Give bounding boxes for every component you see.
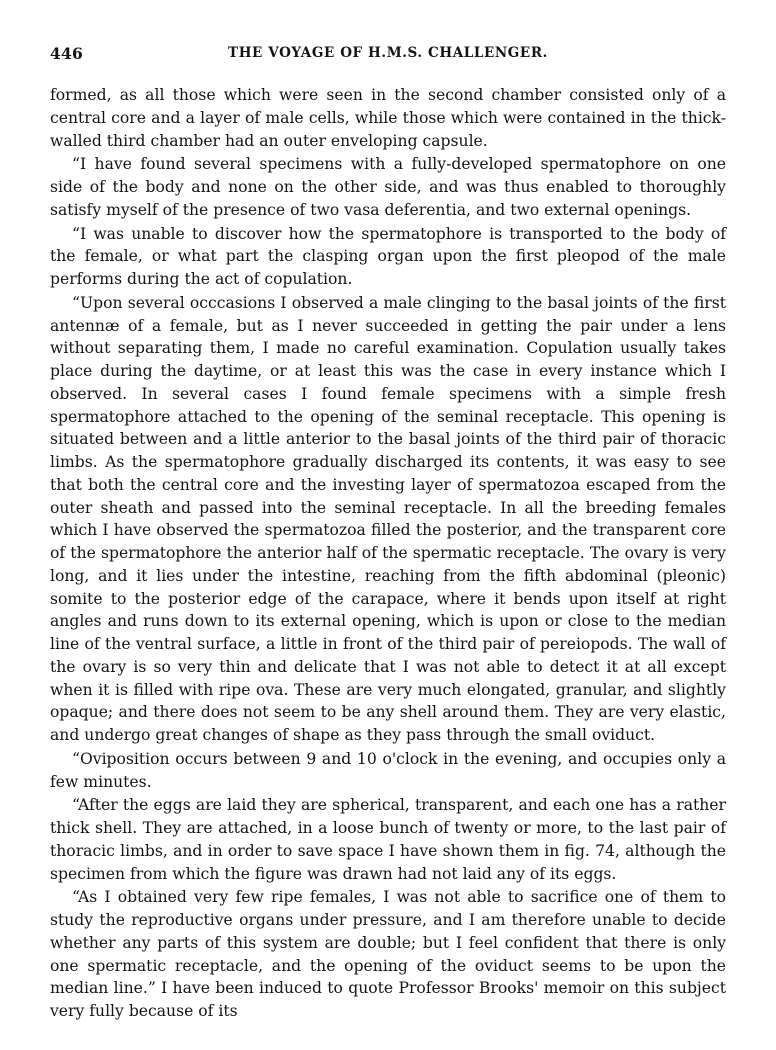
paragraph-transport-question: “I was unable to discover how the spermatophore is transported to the body of the female, or what part the clasping organ upon the first pleopod of the male performs during the act of copulation. bbox=[50, 224, 726, 288]
running-head bbox=[50, 44, 726, 66]
paragraph-oviposition: “Oviposition occurs between 9 and 10 o'clock in the evening, and occupies only a few minutes. bbox=[50, 749, 726, 791]
page-number: 446 bbox=[50, 44, 83, 63]
paragraph-continuation: formed, as all those which were seen in the second chamber consisted only of a central core and a layer of male cells, while those which were contained in the thick-walled third chamber had an outer enveloping capsule. bbox=[50, 86, 726, 150]
running-title: THE VOYAGE OF H.M.S. CHALLENGER. bbox=[228, 45, 548, 61]
paragraph-copulation-and-ovary: “Upon several occcasions I observed a male clinging to the basal joints of the first antennæ of a female, but as I never succeeded in getting the pair under a lens without separating them, I made no careful examination. Copulation usually takes place during the daytime, or at least this was the case in every instance which I observed. In several cases I found female specimens with a simple fresh spermatophore attached to the opening of the seminal receptacle. This opening is situated between and a little anterior to the basal joints of the third pair of thoracic limbs. As the spermatophore gradually discharged its contents, it was easy to see that both the central core and the investing layer of spermatozoa escaped from the outer sheath and passed into the seminal receptacle. In all the breeding females which I have observed the spermatozoa filled the posterior, and the transparent core of the spermatophore the anterior half of the spermatic receptacle. The ovary is very long, and it lies under the intestine, reaching from the fifth abdominal (pleonic) somite to the posterior edge of the carapace, where it bends upon itself at right angles and runs down to its external opening, which is upon or close to the median line of the ventral surface, a little in front of the third pair of pereiopods. The wall of the ovary is so very thin and delicate that I was not able to detect it at all except when it is filled with ripe ova. These are very much elongated, granular, and slightly opaque; and there does not seem to be any shell around them. They are very elastic, and undergo great changes of shape as they pass through the small oviduct. bbox=[50, 293, 726, 744]
book-page bbox=[50, 44, 726, 1024]
paragraph-eggs: “After the eggs are laid they are spherical, transparent, and each one has a rather thick shell. They are attached, in a loose bunch of twenty or more, to the last pair of thoracic limbs, and in order to save space I have shown them in fig. 74, although the specimen from which the figure was drawn had not laid any of its eggs. bbox=[50, 796, 726, 883]
body-text bbox=[50, 84, 726, 1023]
paragraph-reproductive-organs: “As I obtained very few ripe females, I was not able to sacrifice one of them to study the reproductive organs under pressure, and I am therefore unable to decide whether any parts of this system are double; but I feel confident that there is only one spermatic receptacle, and the opening of the oviduct seems to be upon the median line.” I have been induced to quote Professor Brooks' memoir on this subject very fully because of its bbox=[50, 888, 726, 1020]
paragraph-spermatophore-observation: “I have found several specimens with a fully-developed spermatophore on one side of the body and none on the other side, and was thus enabled to thoroughly satisfy myself of the presence of two vasa deferentia, and two external openings. bbox=[50, 155, 726, 219]
